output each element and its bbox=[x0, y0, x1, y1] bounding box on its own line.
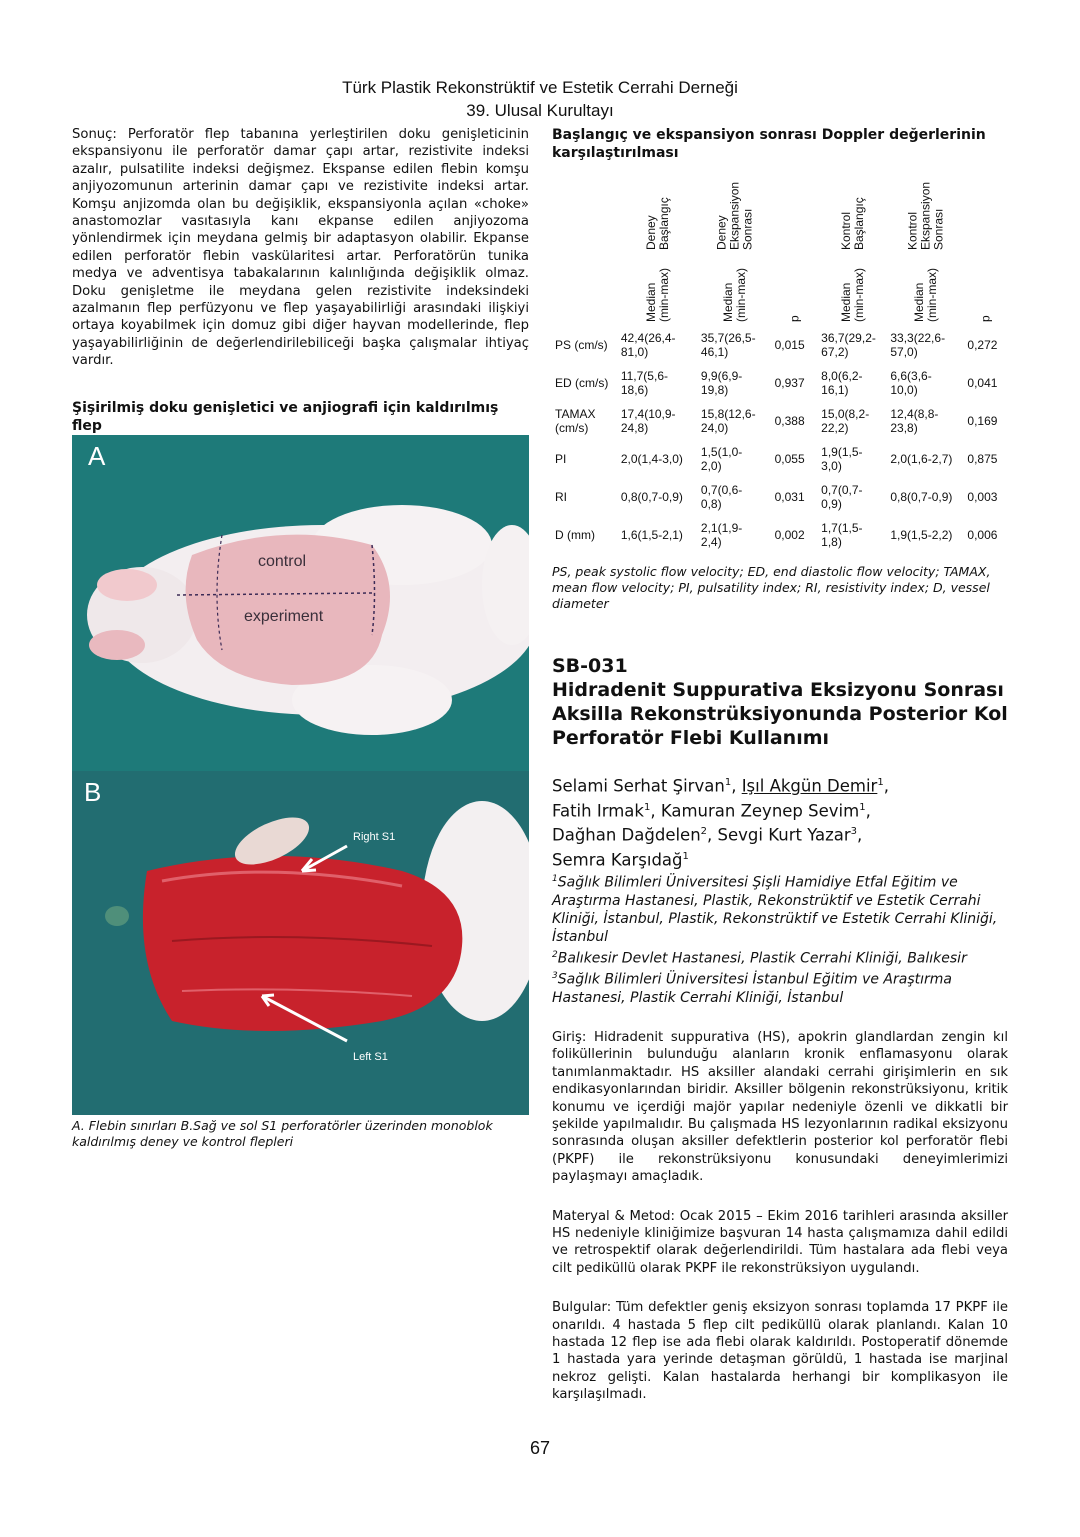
table-row bbox=[552, 516, 1008, 554]
table-cell: 0,002 bbox=[774, 528, 805, 542]
table-cell: 0,7(0,7- 0,9) bbox=[821, 483, 863, 511]
table-cell: 6,6(3,6- 10,0) bbox=[890, 369, 932, 397]
subheader-median-1: Median (min-max) bbox=[643, 268, 671, 322]
table-cell: 0,006 bbox=[967, 528, 998, 542]
right-column bbox=[552, 126, 1008, 1404]
affiliation-list bbox=[552, 870, 1008, 1007]
table-cell: 0,003 bbox=[967, 490, 998, 504]
affiliation-number: 2 bbox=[552, 949, 558, 960]
author-name: Semra Karşıdağ bbox=[552, 850, 683, 869]
sonuc-paragraph: Sonuç: Perforatör flep tabanına yerleştirilen doku genişleticinin ekspansiyonu ile perforatör damar çapı artar, rezistivite indeksi azalır, pulsatilite indeksi değişmez. Ekspanse edilen flebin komşu anjiyozomunun arterinin damar çapı ve rezistivite indeksi artar. Komşu anjizomda olan bu değişiklik, ekspansiyonla açılan «choke» anastomozlar vasıtasıyla kanı ekpanse edilen anjiyozoma yönlendirmek için meydana gelmiş bir adaptasyon olabilir. Ekpanse edilen perforatör flebin vaskülaritesi artar. Perforatörün tunika medya ve adventisya tabakalarının kalınlığında değişiklik olmaz. Doku genişletme ile meydana gelen rezistivite indeksindeki azalmanın flep perfüzyonu ve flep yaşayabilirliği arasındaki ilişkiyi ortaya koyabilmek için domuz gibi diğer hayvan modellerinde, flep yaşayabilirliğinin de değerlendirilebiliceği başka çalışmalar ihtiyaç vardır. bbox=[72, 127, 529, 369]
subheader-p-1: p bbox=[787, 315, 802, 322]
table-cell: 0,015 bbox=[774, 338, 805, 352]
author-name: Fatih Irmak bbox=[552, 801, 644, 820]
photo-a-control-label: control bbox=[258, 552, 307, 570]
photo-b-left-s1-label: Left S1 bbox=[353, 1050, 388, 1063]
author-affiliation-number: 1 bbox=[643, 801, 651, 813]
author-name: Dağhan Dağdelen bbox=[552, 825, 701, 845]
table-group-header-row bbox=[552, 168, 1008, 254]
author-separator: , bbox=[883, 776, 889, 796]
header-deney-baslangic: Deney Başlangıç bbox=[643, 197, 671, 250]
table-cell: 0,041 bbox=[967, 376, 998, 390]
affiliation bbox=[552, 946, 1008, 968]
table-cell: 33,3(22,6- 57,0) bbox=[890, 331, 946, 359]
author-affiliation-number: 1 bbox=[859, 801, 866, 813]
table-cell: 0,031 bbox=[774, 490, 805, 504]
table-row-label: TAMAX (cm/s) bbox=[555, 407, 596, 435]
figure-caption: A. Flebin sınırları B.Sağ ve sol S1 perforatörler üzerinden monoblok kaldırılmış deney ve kontrol flepleri bbox=[72, 1117, 493, 1149]
materyal-paragraph: Materyal & Metod: Ocak 2015 – Ekim 2016 tarihleri arasında aksiller HS nedeniyle kliniğimize başvuran 14 hasta çalışmamıza dahil edildi ve retrospektif olarak değerlendirildi. Tüm hastalara ada flebi veya cilt pediküllü olarak PKPF ile rekonstrüksiyon uygulandı. bbox=[552, 1208, 1008, 1276]
conference-name: Türk Plastik Rekonstrüktif ve Estetik Cerrahi Derneği bbox=[342, 78, 738, 97]
table-cell: 1,7(1,5- 1,8) bbox=[821, 521, 863, 549]
table-cell: 9,9(6,9- 19,8) bbox=[700, 369, 743, 397]
table-cell: 2,0(1,6-2,7) bbox=[890, 452, 953, 466]
affiliation-number: 1 bbox=[552, 874, 558, 884]
author-name: Sevgi Kurt Yazar bbox=[717, 825, 851, 845]
author-name: Işıl Akgün Demir bbox=[741, 776, 878, 796]
table-row bbox=[552, 326, 1008, 364]
author-separator: , bbox=[650, 801, 661, 820]
table-cell: 1,9(1,5-2,2) bbox=[890, 528, 953, 542]
table-cell: 0,055 bbox=[774, 452, 805, 466]
abstract-code: SB-031 bbox=[552, 655, 628, 677]
table-cell: 0,937 bbox=[774, 376, 805, 390]
doppler-table bbox=[552, 168, 1008, 554]
table-cell: 0,7(0,6- 0,8) bbox=[700, 483, 743, 511]
author-separator: , bbox=[707, 825, 718, 845]
table-row bbox=[552, 478, 1008, 516]
left-column bbox=[72, 126, 529, 1150]
affiliation-text: Balıkesir Devlet Hastanesi, Plastik Cerrahi Kliniği, Balıkesir bbox=[557, 950, 967, 967]
page-number: 67 bbox=[529, 1438, 551, 1458]
bulgular-paragraph: Bulgular: Tüm defektler geniş eksizyon sonrası toplamda 17 PKPF ile onarıldı. 4 hastada 5 flep cilt pediküllü olarak planlandı. Kalan 10 hastada 12 flep ise ada flebi olarak kaldırıldı. Postoperatif dönemde 1 hastada yara yerinde detaşman görüldü, 1 hastada ise marjinal nekroz gelişti. Kalan hastalarda herhangi bir komplikasyon ile karşılaşılmadı. bbox=[552, 1300, 1008, 1403]
giris-paragraph: Giriş: Hidradenit suppurativa (HS), apokrin glandlardan zengin kıl foliküllerinin bulunduğu alanların kronik enflamasyonu olarak tanımlanmaktadır. HS aksiller alandaki cerrahi girişimlerin en sık endikasyonlarından biridir. Aksiller bölgenin rekonstrüksiyonu, kritik konumu ve içerdiği majör yapılar nedeniyle özenli ve dikkatli bir şekilde yapılmalıdır. Bu çalışmada HS lezyonlarının radikal eksizyonu sonrasında oluşan aksiller defektlerin posterior kol perforatör flebi (PKPF) ile rekonstrüksiyonu konusundaki deneyimlerimizi paylaşmayı amaçladık. bbox=[552, 1029, 1008, 1185]
table-cell: 17,4(10,9- 24,8) bbox=[620, 407, 676, 435]
table-cell: 36,7(29,2- 67,2) bbox=[821, 331, 876, 359]
table-cell: 11,7(5,6- 18,6) bbox=[620, 369, 668, 397]
table-cell: 0,875 bbox=[967, 452, 998, 466]
table-cell: 15,8(12,6- 24,0) bbox=[700, 407, 756, 435]
author-name: Selami Serhat Şirvan bbox=[552, 776, 725, 796]
author-affiliation-number: 1 bbox=[877, 777, 884, 788]
subheader-median-4: Median (min-max) bbox=[911, 268, 939, 322]
author-affiliation-number: 3 bbox=[850, 826, 858, 837]
author-separator: , bbox=[857, 825, 863, 845]
table-note: PS, peak systolic flow velocity; ED, end diastolic flow velocity; TAMAX, mean flow velocity; PI, pulsatility index; RI, resistivity index; D, vessel diameter bbox=[552, 564, 991, 611]
subheader-median-2: Median (min-max) bbox=[720, 268, 748, 322]
table-row bbox=[552, 440, 1008, 478]
abstract-title: Hidradenit Suppurativa Eksizyonu Sonrası Aksilla Rekonstrüksiyonunda Posterior Kol Perforatör Flebi Kullanımı bbox=[552, 679, 1008, 749]
table-row bbox=[552, 364, 1008, 402]
header-kontrol-baslangic: Kontrol Başlangıç bbox=[838, 197, 866, 250]
congress-number: 39. Ulusal Kurultayı bbox=[466, 101, 614, 120]
table-cell: 2,0(1,4-3,0) bbox=[620, 452, 683, 466]
author-name: Kamuran Zeynep Sevim bbox=[660, 801, 860, 820]
author-separator: , bbox=[731, 776, 742, 796]
table-cell: 0,169 bbox=[967, 414, 998, 428]
photo-a-rabbit-flap bbox=[72, 435, 529, 771]
affiliation bbox=[552, 870, 1008, 946]
table-cell: 42,4(26,4- 81,0) bbox=[620, 331, 676, 359]
author-affiliation-number: 1 bbox=[682, 850, 689, 862]
subheader-median-3: Median (min-max) bbox=[838, 268, 866, 322]
table-cell: 0,8(0,7-0,9) bbox=[620, 490, 683, 504]
affiliation-text: Sağlık Bilimleri Üniversitesi Şişli Hamidiye Etfal Eğitim ve Araştırma Hastanesi, Plastik, Rekonstrüktif ve Estetik Cerrahi Kliniği, İstanbul, Plastik, Rekonstrüktif ve Estetik Cerrahi Kliniği, İstanbul bbox=[552, 874, 998, 945]
photo-b-letter: B bbox=[84, 776, 102, 807]
photo-a-experiment-label: experiment bbox=[244, 607, 324, 625]
table-sub-header-row bbox=[552, 254, 1008, 326]
table-cell: 15,0(8,2- 22,2) bbox=[821, 407, 870, 435]
table-cell: 35,7(26,5- 46,1) bbox=[700, 331, 756, 359]
table-cell: 12,4(8,8- 23,8) bbox=[890, 407, 939, 435]
table-row bbox=[552, 402, 1008, 440]
author-separator: , bbox=[865, 801, 871, 820]
table-cell: 1,9(1,5- 3,0) bbox=[821, 445, 863, 473]
table-row-label: RI bbox=[555, 490, 567, 504]
author-affiliation-number: 1 bbox=[724, 777, 732, 788]
table-cell: 0,388 bbox=[774, 414, 805, 428]
table-cell: 1,5(1,0- 2,0) bbox=[700, 445, 743, 473]
photo-a-letter: A bbox=[88, 440, 106, 471]
table-cell: 2,1(1,9- 2,4) bbox=[700, 521, 743, 549]
header-deney-ekspansiyon: Deney Ekspansiyon Sonrası bbox=[714, 181, 755, 250]
table-row-label: D (mm) bbox=[555, 528, 595, 542]
photo-b-right-s1-label: Right S1 bbox=[353, 830, 396, 843]
affiliation-text: Sağlık Bilimleri Üniversitesi İstanbul Eğitim ve Araştırma Hastanesi, Plastik Cerrahi Kliniği, İstanbul bbox=[552, 971, 952, 1006]
figure-title: Şişirilmiş doku genişletici ve anjiografi için kaldırılmış flep bbox=[72, 399, 499, 434]
header-kontrol-ekspansiyon: Kontrol Ekspansiyon Sonrası bbox=[905, 181, 946, 250]
photo-b-raised-flap bbox=[72, 771, 529, 1115]
author-affiliation-number: 2 bbox=[700, 826, 708, 837]
table-cell: 8,0(6,2- 16,1) bbox=[821, 369, 863, 397]
table-row-label: ED (cm/s) bbox=[555, 376, 609, 390]
affiliation bbox=[552, 967, 1008, 1007]
table-cell: 0,8(0,7-0,9) bbox=[890, 490, 953, 504]
table-row-label: PI bbox=[555, 452, 567, 466]
subheader-p-2: p bbox=[978, 315, 993, 322]
table-row-label: PS (cm/s) bbox=[555, 338, 608, 352]
table-title: Başlangıç ve ekspansiyon sonrası Doppler değerlerinin karşılaştırılması bbox=[552, 127, 986, 161]
affiliation-number: 3 bbox=[552, 971, 558, 982]
abstract-sb-031 bbox=[552, 654, 1008, 1404]
table-cell: 1,6(1,5-2,1) bbox=[620, 528, 683, 542]
author-list bbox=[552, 772, 1008, 870]
table-cell: 0,272 bbox=[967, 338, 998, 352]
